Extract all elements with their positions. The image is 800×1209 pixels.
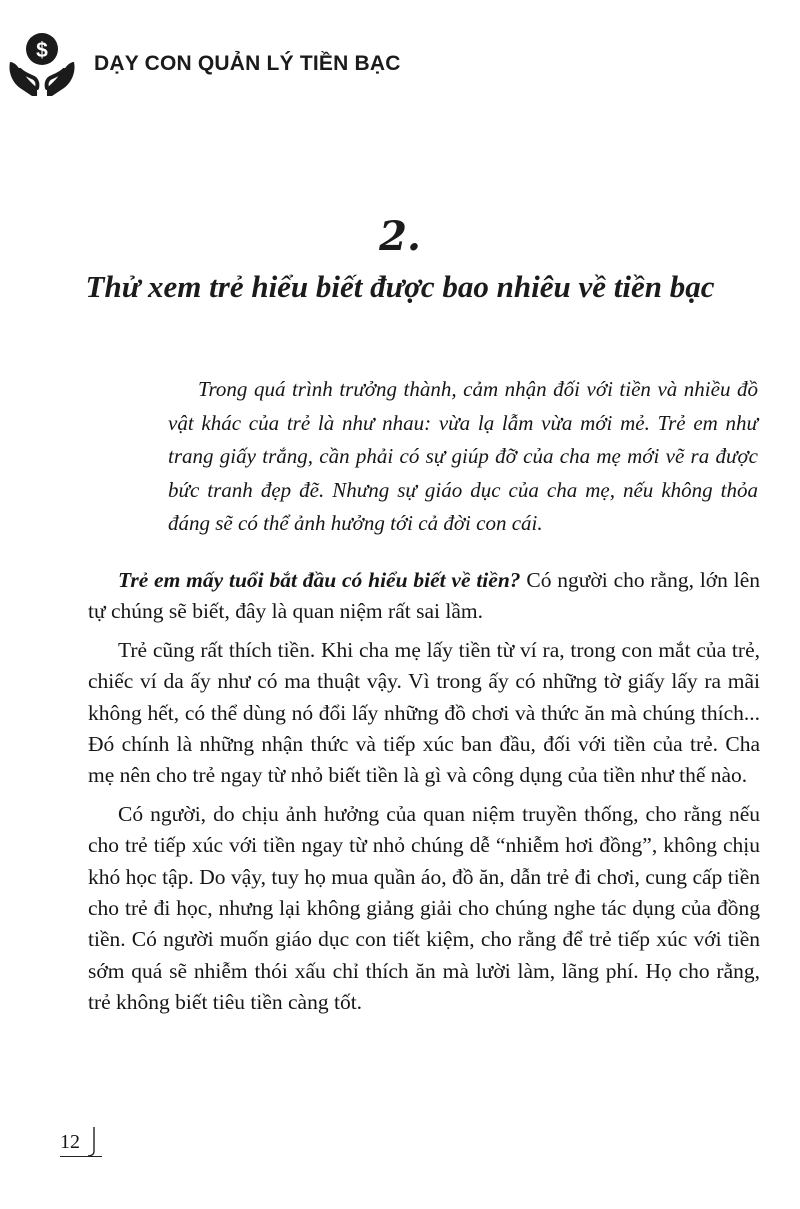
- body-paragraph-1-rest: Có người cho rằng, lớn lên tự chúng sẽ biết, đây là quan niệm rất sai lầm.: [88, 568, 760, 624]
- body-paragraph-2: Trẻ cũng rất thích tiền. Khi cha mẹ lấy tiền từ ví ra, trong con mắt của trẻ, chiếc ví da ấy như có ma thuật vậy. Vì trong ấy có những tờ giấy lấy ra mãi không hết, có thể dùng nó đổi lấy những đồ chơi và thức ăn mà chúng thích... Đó chính là những nhận thức và tiếp xúc ban đầu, đối với tiền của trẻ. Cha mẹ nên cho trẻ ngay từ nhỏ biết tiền là gì và công dụng của tiền như thế nào.: [88, 637, 760, 788]
- body-paragraph-1: [88, 565, 760, 628]
- body-text: [88, 565, 760, 1026]
- page-number: 12: [60, 1130, 102, 1157]
- chapter-title: Thử xem trẻ hiểu biết được bao nhiêu về tiền bạc: [85, 269, 715, 304]
- body-paragraph-3: Có người, do chịu ảnh hưởng của quan niệm truyền thống, cho rằng nếu cho trẻ tiếp xúc với tiền ngay từ nhỏ chúng dễ “nhiễm hơi đồng”, không chịu khó học tập. Do vậy, tuy họ mua quần áo, đồ ăn, dẫn trẻ đi chơi, cung cấp tiền cho trẻ đi học, nhưng lại không giảng giải cho chúng nghe tác dụng của đồng tiền. Có người muốn giáo dục con tiết kiệm, cho rằng để trẻ tiếp xúc với tiền sớm quá sẽ nhiễm thói xấu chỉ thích ăn mà lười làm, lãng phí. Họ cho rằng, trẻ không biết tiêu tiền càng tốt.: [88, 801, 760, 1015]
- lead-question: Trẻ em mấy tuổi bắt đầu có hiểu biết về tiền?: [118, 568, 521, 592]
- page-corner-bracket: [86, 1127, 98, 1157]
- svg-text:$: $: [36, 39, 48, 62]
- intro-paragraph: Trong quá trình trưởng thành, cảm nhận đối với tiền và nhiều đồ vật khác của trẻ là như nhau: vừa lạ lẫm vừa mới mẻ. Trẻ em như trang giấy trắng, cần phải có sự giúp đỡ của cha mẹ mới vẽ ra được bức tranh đẹp đẽ. Nhưng sự giáo dục của cha mẹ, nếu không thỏa đáng sẽ có thể ảnh hưởng tới cả đời con cái.: [168, 377, 758, 535]
- page-header: [6, 28, 401, 100]
- chapter-number: 2.: [379, 213, 421, 260]
- series-title: DẠY CON QUẢN LÝ TIỀN BẠC: [94, 52, 401, 75]
- dollar-hands-icon: [6, 28, 78, 100]
